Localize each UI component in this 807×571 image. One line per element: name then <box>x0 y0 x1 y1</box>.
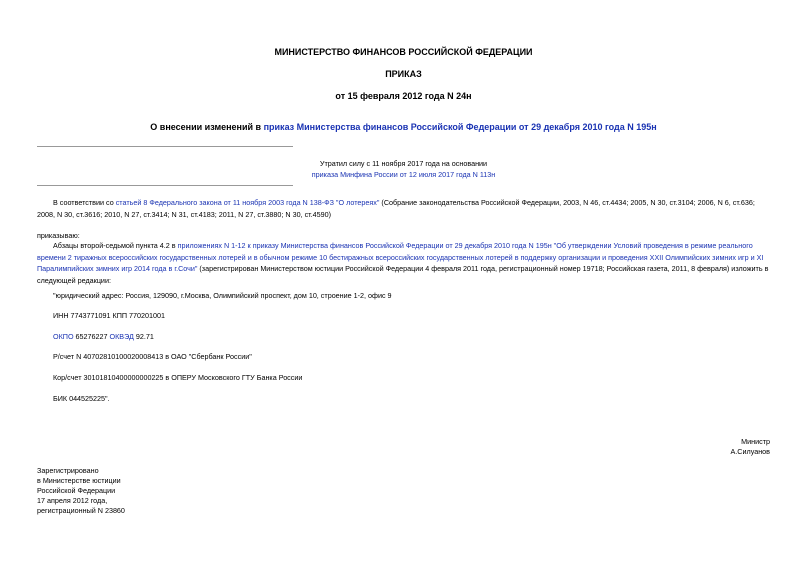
quoted-ks: Кор/счет 30101810400000000225 в ОПЕРУ Московского ГТУ Банка России <box>53 373 303 382</box>
registration-line: в Министерстве юстиции <box>37 476 121 485</box>
main-paragraph-tail: (зарегистрирован Министерством юстиции Российской Федерации 4 февраля 2011 года, регистрационный номер 19718; Российская газета, 2011, 8 февраля) изложить в следующей редакции: <box>37 264 769 285</box>
doc-type: ПРИКАЗ <box>385 69 422 79</box>
amended-order-link[interactable]: приказ Министерства финансов Российской Федерации от 29 декабря 2010 года N 195н <box>263 122 657 132</box>
appendices-link[interactable]: приложениях N 1-12 к приказу Министерства финансов Российской Федерации от 29 декабря 2010 года N 195н "Об утверждении Условий проведения в режиме реального времени 2 тиражных всероссийских государственных лотерей и в обычном режиме 10 бестиражных всероссийских государственных лотерей в поддержку организации и проведения XXII Олимпийских зимних игр и XI Паралимпийских зимних игр 2014 года в г.Сочи" <box>37 241 764 273</box>
doc-title-text: О внесении изменений в <box>150 122 264 132</box>
quoted-okpo-okved <box>53 332 154 341</box>
quoted-address: "юридический адрес: Россия, 129090, г.Москва, Олимпийский проспект, дом 10, строение 1-2, офис 9 <box>53 291 392 300</box>
registration-line: Зарегистрировано <box>37 466 99 475</box>
preamble-sources: (Собрание законодательства Российской Федерации, 2003, N 46, ст.4434; 2005, N 30, ст.3104; 2006, N 6, ст.636; 2008, N 30, ст.3616; 2010, N 27, ст.3414; N 31, ст.4183; 2011, N 27, ст.3880; N 30, ст.4590) <box>37 198 755 219</box>
divider-top <box>37 146 293 147</box>
signature-position: Министр <box>741 437 770 446</box>
okved-link[interactable]: ОКВЭД <box>109 332 134 341</box>
ministry-title: МИНИСТЕРСТВО ФИНАНСОВ РОССИЙСКОЙ ФЕДЕРАЦИИ <box>274 47 533 57</box>
registration-line: 17 апреля 2012 года, <box>37 496 108 505</box>
quoted-inn: ИНН 7743771091 КПП 770201001 <box>53 311 166 320</box>
status-note-line1: Утратил силу с 11 ноября 2017 года на основании <box>319 159 488 168</box>
main-paragraph <box>37 240 772 286</box>
preamble-text: В соответствии со <box>53 198 116 207</box>
registration-block <box>37 466 125 516</box>
registration-line: Российской Федерации <box>37 486 116 495</box>
divider-bottom <box>37 185 293 186</box>
registration-line: регистрационный N 23860 <box>37 506 125 515</box>
okpo-link[interactable]: ОКПО <box>53 332 74 341</box>
okved-value: 92.71 <box>133 332 154 341</box>
main-paragraph-text: Абзацы второй-седьмой пункта 4.2 в <box>53 241 178 250</box>
doc-title <box>0 122 807 132</box>
signature-name: А.Силуанов <box>730 447 770 456</box>
quoted-bik: БИК 044525225". <box>53 394 110 403</box>
okpo-value: 65276227 <box>73 332 110 341</box>
preamble-paragraph <box>37 197 772 220</box>
quoted-rs: Р/счет N 40702810100020008413 в ОАО "Сбербанк России" <box>53 352 252 361</box>
law-article-link[interactable]: статьей 8 Федерального закона от 11 ноября 2003 года N 138-ФЗ "О лотереях" <box>115 198 380 207</box>
order-word: приказываю: <box>37 231 80 240</box>
doc-date-number: от 15 февраля 2012 года N 24н <box>335 91 472 101</box>
repeal-order-link[interactable]: приказа Минфина России от 12 июля 2017 года N 113н <box>311 170 496 179</box>
